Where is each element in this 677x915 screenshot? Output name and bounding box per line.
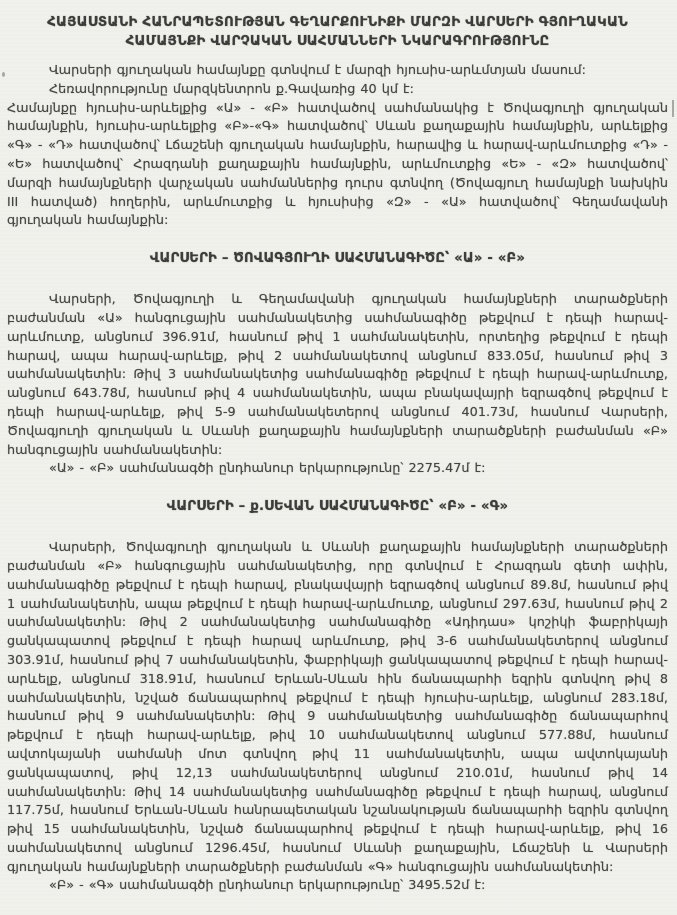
section-varser-tsovagyugh bbox=[7, 250, 668, 479]
section-heading-b-g: ՎԱՐՍԵՐԻ – ք.ՍԵՎԱՆ ՍԱՀՄԱՆԱԳԻԾԸ՝ «Բ» - «Գ» bbox=[166, 499, 509, 515]
section-heading-a-b: ՎԱՐՍԵՐԻ – ԾՈՎԱԳՅՈՒՂԻ ՍԱՀՄԱՆԱԳԻԾԸ՝ «Ա» - «Բ» bbox=[149, 251, 526, 267]
document-title: ՀԱՅԱՍՏԱՆԻ ՀԱՆՐԱՊԵՏՈՒԹՅԱՆ ԳԵՂԱՐՔՈՒՆԻՔԻ ՄԱՐԶԻ ՎԱՐՍԵՐԻ ԳՅՈՒՂԱԿԱՆ ՀԱՄԱՅՆՔԻ ՎԱՐՉԱԿԱՆ ՍԱՀՄԱՆՆԵՐԻ ՆԿԱՐԱԳՐՈՒԹՅՈՒՆԸ bbox=[47, 15, 628, 49]
scan-speck-artifact bbox=[2, 72, 5, 77]
section-body-a-b: Վարսերի, Ծովագյուղի և Գեղամավանի գյուղական համայնքների տարածքների բաժանման «Ա» հանգուցային սահմանակետից սահմանագիծը թեքվում է դեպի հարավ-արևմուտք, անցնում 396.91մ, հասնում թիվ 1 սահմանակետին, որտեղից թեքվում է դեպի հարավ, ապա հարավ-արևելք, թիվ 2 սահմանակետով անցնում 833.05մ, հասնում թիվ 3 սահմանակետին: Թիվ 3 սահմանակետից սահմանագիծը թեքվում է դեպի հարավ-արևմուտք, անցնում 643.78մ, հասնում թիվ 4 սահմանակետին, ապա բնակավայրի եզրագծով թեքվում է դեպի հարավ-արևելք, թիվ 5-9 սահմանակետերով անցնում 401.73մ, հասնում Վարսերի, Ծովագյուղի գյուղական և Սևանի քաղաքային համայնքների տարածքների բաժանման «Բ» հանգուցային սահմանակետին: bbox=[7, 292, 668, 458]
section-varser-sevan bbox=[7, 498, 668, 896]
section-body-b-g: Վարսերի, Ծովագյուղի գյուղական և Սևանի քաղաքային համայնքների տարածքների բաժանման «Բ» հանգուցային սահմանակետից, որը գտնվում է Հրազդան գետի ափին, սահմանագիծը թեքվում է դեպի հարավ, բնակավայրի եզրագծով անցնում 89.8մ, հասնում թիվ 1 սահմանակետին, ապա թեքվում է դեպի հարավ-արևմուտք, անցնում 297.63մ, հասնում թիվ 2 սահմանակետին: Թիվ 2 սահմանակետից սահմանագիծը «Ադիդաս» կոշիկի ֆաբրիկայի ցանկապատով թեքվում է դեպի հարավ արևմուտք, թիվ 3-6 սահմանակետերով անցնում 303.91մ, հասնում թիվ 7 սահմանակետին, ֆաբրիկայի ցանկապատով թեքվում է դեպի հարավ-արևելք, անցնում 318.91մ, հասնում Երևան-Սևան հին ճանապարհի եզրին գտնվող թիվ 8 սահմանակետին, նշված ճանապարհով թեքվում է դեպի հյուսիս-արևելք, անցնում 283.18մ, հասնում թիվ 9 սահմանակետին: Թիվ 9 սահմանակետից սահմանագիծը ճանապարհով թեքվում է դեպի հարավ-արևելք, թիվ 10 սահմանակետով անցնում 577.88մ, հասնում ավտոկայանի սահմանի մոտ գտնվող թիվ 11 սահմանակետին, ապա ավտոկայանի ցանկապատով, թիվ 12,13 սահմանակետերով անցնում 210.01մ, հասնում թիվ 14 սահմանակետին: Թիվ 14 սահմանակետից սահմանագիծը թեքվում է դեպի հարավ, անցնում 117.75մ, հասնում Երևան-Սևան հանրապետական նշանակության ճանապարհի եզրին գտնվող թիվ 15 սահմանակետին, նշված ճանապարհով թեքվում է դեպի հարավ-արևելք, թիվ 16 սահմանակետով անցնում 1296.45մ, հասնում Սևանի քաղաքային, Լճաշենի և Վարսերի գյուղական համայնքների տարածքների բաժանման «Գ» հանգուցային սահմանակետին: bbox=[7, 540, 668, 875]
boundary-overview-paragraph: Համայնքը հյուսիս-արևելքից «Ա» - «Բ» հատվածով սահմանակից է Ծովագյուղի գյուղական համայնքին, հյուսիս-արևելքից «Բ»-«Գ» հատվածով՝ Սևան քաղաքային համայնքին, արևելքից «Գ» - «Դ» հատվածով՝ Լճաշենի գյուղական համայնքին, հարավից և հարավ-արևմուտքից «Դ» - «Ե» հատվածով՝ Հրազդանի քաղաքային համայնքին, արևմուտքից «Ե» - «Զ» հատվածով՝ մարզի համայնքների վարչական սահմաններից դուրս գտնվող (Ծովագյուղ համայնքի նախկին III հատված) հողերին, արևմուտքից և հյուսիսից «Զ» - «Ա» հատվածով՝ Գեղամավանի գյուղական համայնքին: bbox=[7, 100, 668, 229]
section-total-length-a-b: «Ա» - «Բ» սահմանագծի ընդհանուր երկարությունը՝ 2275.47մ է: bbox=[49, 461, 486, 477]
intro-location-line: Վարսերի գյուղական համայնքը գտնվում է մարզի հյուսիս-արևմտյան մասում: bbox=[49, 63, 586, 78]
intro-distance-line: Հեռավորությունը մարզկենտրոն ք.Գավառից 40 կմ է: bbox=[49, 81, 414, 97]
scan-edge-artifact bbox=[672, 100, 674, 117]
section-total-length-b-g: «Բ» - «Գ» սահմանագծի ընդհանուր երկարությունը՝ 3495.52մ է: bbox=[49, 878, 486, 894]
